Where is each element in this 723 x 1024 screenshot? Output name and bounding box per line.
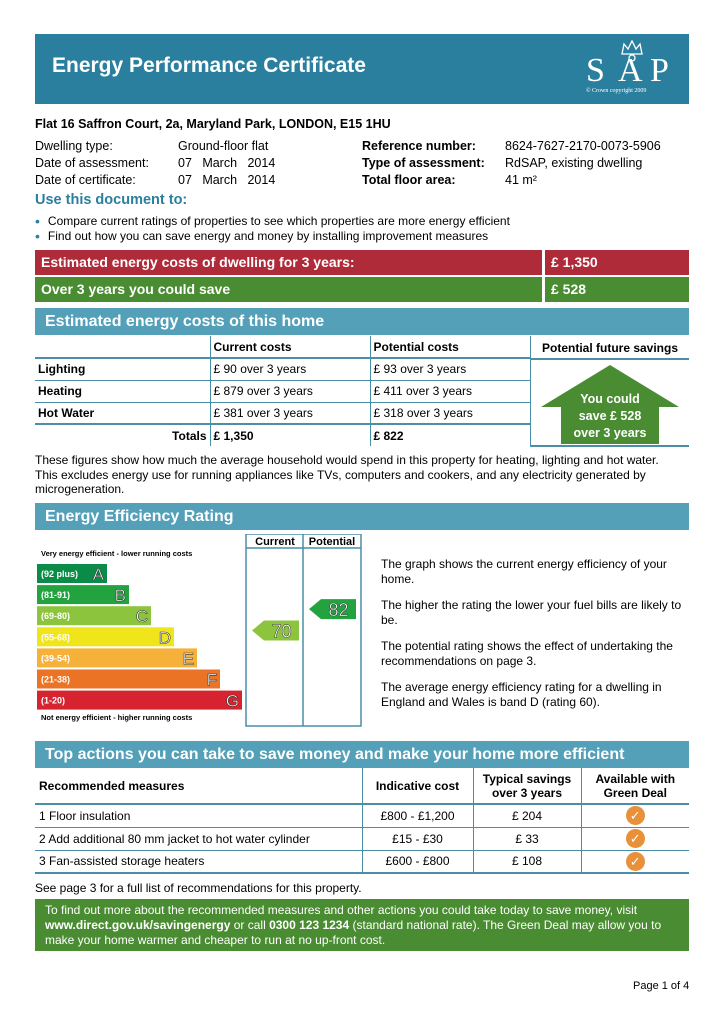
table-row [35,380,530,402]
future-savings-header: Potential future savings [530,336,689,360]
eer-chart [35,534,365,728]
page-title: Energy Performance Certificate [52,54,366,77]
info-text: or call [230,918,270,932]
detail-reference-value: 8624-7627-2170-0073-5906 [505,139,661,153]
measure-savings: £ 108 [473,850,581,873]
save-label: Over 3 years you could save [35,277,542,302]
costs-section-title: Estimated energy costs of this home [35,308,689,335]
savings-arrow-line3: over 3 years [573,426,647,440]
svg-text:P: P [650,52,669,89]
measure-name: 1 Floor insulation [35,804,362,827]
eer-explanation: The potential rating shows the effect of undertaking the recommendations on page 3. [381,639,673,668]
estimated-cost-label: Estimated energy costs of dwelling for 3 years: [35,250,542,275]
totals-label: Totals [35,424,210,446]
phone-number: 0300 123 1234 [269,918,350,932]
measure-cost: £600 - £800 [362,850,473,873]
detail-certificate-date-value: 07 March 2014 [178,173,276,187]
svg-text:A: A [618,52,643,89]
eer-band-letter: A [92,565,104,584]
eer-section-title: Energy Efficiency Rating [35,503,689,530]
table-header-cell: Available with Green Deal [581,768,689,804]
current-rating-value: 70 [271,621,292,642]
table-header-cell: Recommended measures [35,768,362,804]
eer-potential-header: Potential [308,536,356,548]
info-text: (standard national rate). The Green Deal may allow you to make your home warmer and cheaper to run at no up-front cost. [45,918,662,947]
eer-band-letter: F [206,670,217,690]
totals-row [35,424,530,446]
detail-assessment-type-value: RdSAP, existing dwelling [505,156,643,170]
measure-cost: £15 - £30 [362,827,473,850]
row-name: Heating [35,380,210,402]
info-box [35,899,689,951]
row-potential: £ 93 over 3 years [370,358,530,380]
costs-table [35,336,530,446]
savings-arrow-line2: save £ 528 [578,409,642,423]
eer-band-letter: C [135,607,148,627]
see-page-note: See page 3 for a full list of recommendations for this property. [35,881,362,895]
use-bullet: • Compare current ratings of properties to see which properties are more energy efficient [35,213,510,229]
measure-cost: £800 - £1,200 [362,804,473,827]
row-current: £ 90 over 3 years [210,358,370,380]
savingenergy-link[interactable]: www.direct.gov.uk/savingenergy [45,918,231,932]
table-row [35,850,689,873]
svg-text:S: S [586,52,605,89]
row-current: £ 879 over 3 years [210,380,370,402]
info-text: To find out more about the recommended measures and other actions you could take today to save money, visit [45,903,638,917]
detail-assessment-type-label: Type of assessment: [362,156,485,170]
row-name: Lighting [35,358,210,380]
eer-band-range: (39-54) [41,653,71,664]
detail-dwelling-type-value: Ground-floor flat [178,139,269,153]
measure-savings: £ 33 [473,827,581,850]
green-deal-cell [581,804,689,827]
eer-band-letter: E [182,649,194,669]
eer-band-letter: G [225,691,239,711]
row-current: £ 381 over 3 years [210,402,370,424]
row-name: Hot Water [38,405,95,420]
eer-band-letter: D [158,628,171,648]
costs-note: These figures show how much the average household would spend in this property for heating, lighting and hot water. This excludes energy use for running appliances like TVs, computers and cookers, and any electricity generated by microgeneration. [35,453,659,496]
eer-band-range: (69-80) [41,611,71,622]
savings-arrow [531,360,690,447]
eer-band-range: (81-91) [41,590,71,601]
eer-top-note: Very energy efficient - lower running costs [41,549,193,558]
savings-arrow-line1: You could [580,392,640,406]
detail-dwelling-type-label: Dwelling type: [35,139,113,153]
checkmark-icon: ✓ [626,852,645,871]
use-bullet: • Find out how you can save energy and money by installing improvement measures [35,228,489,244]
potential-rating-value: 82 [328,600,349,621]
table-header-row [35,336,530,358]
table-header-cell: Potential costs [370,336,530,358]
table-header-cell: Current costs [210,336,370,358]
eer-band-range: (1-20) [41,695,66,706]
page-number: Page 1 of 4 [633,980,690,992]
bullet-icon: • [35,213,40,229]
detail-floor-area-label: Total floor area: [362,173,456,187]
estimated-cost-value: £ 1,350 [545,250,689,275]
table-header-row [35,768,689,804]
table-header-cell: Indicative cost [362,768,473,804]
checkmark-icon: ✓ [626,806,645,825]
copyright-note: © Crown copyright 2009 [586,88,647,94]
green-deal-cell [581,850,689,873]
table-row [35,804,689,827]
eer-band-letter: B [114,586,126,606]
measure-name: 2 Add additional 80 mm jacket to hot water cylinder [35,827,362,850]
detail-assessment-date-value: 07 March 2014 [178,156,276,170]
table-row [35,827,689,850]
eer-band-range: (92 plus) [41,569,79,579]
eer-current-header: Current [255,536,295,548]
table-row [35,358,530,380]
detail-assessment-date-label: Date of assessment: [35,156,149,170]
totals-potential: £ 822 [370,424,530,446]
bullet-icon: • [35,228,40,244]
totals-current: £ 1,350 [210,424,370,446]
row-potential: £ 318 over 3 years [370,402,530,424]
checkmark-icon: ✓ [626,829,645,848]
property-address: Flat 16 Saffron Court, 2a, Maryland Park, LONDON, E15 1HU [35,117,391,131]
save-value: £ 528 [545,277,689,302]
actions-table [35,768,689,874]
table-row [35,402,530,424]
row-potential: £ 411 over 3 years [370,380,530,402]
eer-explanation: The higher the rating the lower your fuel bills are likely to be. [381,598,682,627]
table-header-cell: Typical savings over 3 years [473,768,581,804]
detail-certificate-date-label: Date of certificate: [35,173,136,187]
eer-band-range: (21-38) [41,674,71,685]
table-header-cell [35,336,210,358]
detail-reference-label: Reference number: [362,139,476,153]
eer-band-range: (55-68) [41,632,71,643]
detail-floor-area-value: 41 m² [505,173,537,187]
use-document-title: Use this document to: [35,192,188,208]
future-savings-cell [530,360,689,447]
measure-name: 3 Fan-assisted storage heaters [35,850,362,873]
eer-explanation: The graph shows the current energy efficiency of your home. [381,557,667,586]
eer-band-g [37,691,242,710]
measure-savings: £ 204 [473,804,581,827]
eer-bottom-note: Not energy efficient - higher running costs [41,713,193,722]
green-deal-cell [581,827,689,850]
eer-explanation: The average energy efficiency rating for a dwelling in England and Wales is band D (rating 60). [381,680,662,709]
actions-section-title: Top actions you can take to save money and make your home more efficient [35,741,689,768]
